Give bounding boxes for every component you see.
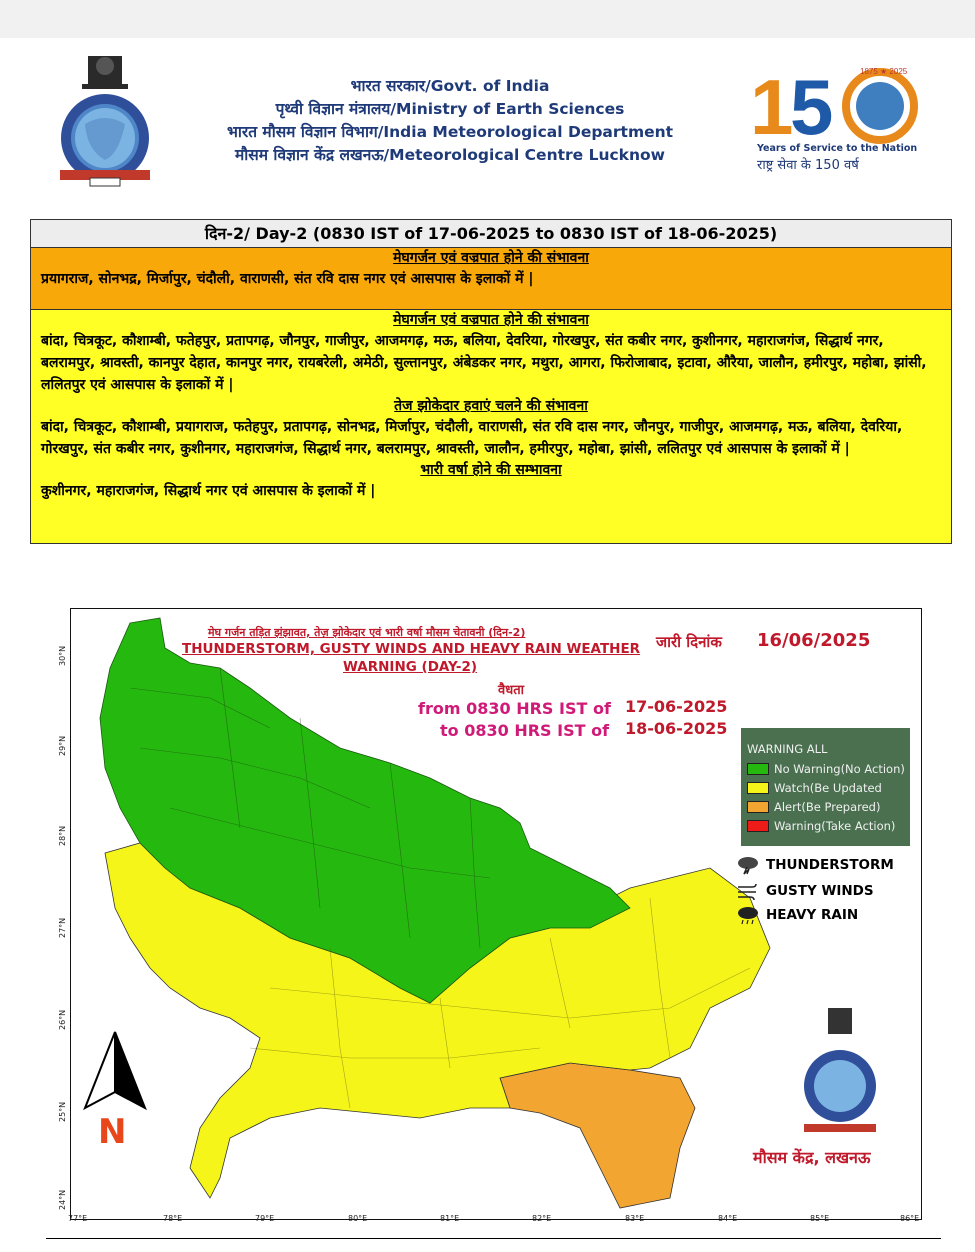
validity-label: वैधता bbox=[498, 683, 525, 698]
to-label: to 0830 HRS IST of bbox=[440, 721, 610, 740]
orange-section-body: प्रयागराज, सोनभद्र, मिर्जापुर, चंदौली, वाराणसी, संत रवि दास नगर एवं आसपास के इलाकों में | bbox=[41, 271, 534, 287]
issued-date: 16/06/2025 bbox=[757, 630, 871, 651]
legend-label: Watch(Be Updated bbox=[774, 781, 882, 795]
header-titles bbox=[170, 75, 730, 167]
legend-swatch-orange bbox=[747, 801, 769, 813]
thunderstorm-icon bbox=[734, 855, 762, 875]
divider bbox=[46, 1238, 941, 1239]
lon-label: 81°E bbox=[440, 1214, 460, 1223]
header-line-1: भारत सरकार/Govt. of India bbox=[350, 77, 550, 95]
to-date: 18-06-2025 bbox=[625, 719, 728, 738]
imd-small-emblem-icon bbox=[800, 1006, 880, 1146]
thunder-section-body: बांदा, चित्रकूट, कौशाम्बी, फतेहपुर, प्रतापगढ़, जौनपुर, गाजीपुर, आजमगढ़, मऊ, बलिया, देवरिया, गोरखपुर, संत कबीर नगर, कुशीनगर, महाराजगंज, सिद्धार्थ नगर, बलरामपुर, श्रावस्ती, कानपुर देहात, कानपुर नगर, रायबरेली, अमेठी, सुल्तानपुर, अंबेडकर नगर, मथुरा, आगरा, फिरोजाबाद, इटावा, औरैया, जालौन, हमीरपुर, महोबा, झांसी, ललितपुर एवं आसपास के इलाकों में | bbox=[41, 333, 927, 393]
orange-alert-row bbox=[31, 248, 951, 310]
header-line-3: भारत मौसम विज्ञान विभाग/India Meteorological Department bbox=[226, 123, 674, 141]
header-line-4: मौसम विज्ञान केंद्र लखनऊ/Meteorological Centre Lucknow bbox=[235, 146, 665, 164]
legend-label: Warning(Take Action) bbox=[774, 819, 896, 833]
map-title-en-2: WARNING (DAY-2) bbox=[343, 659, 478, 675]
from-label: from 0830 HRS IST of bbox=[418, 699, 611, 718]
imd-emblem-icon bbox=[52, 54, 158, 188]
lon-label: 78°E bbox=[163, 1214, 183, 1223]
lat-label: 29°N bbox=[58, 735, 67, 756]
logo-caption-en: Years of Service to the Nation bbox=[757, 143, 918, 154]
lon-label: 80°E bbox=[348, 1214, 368, 1223]
symbol-label: GUSTY WINDS bbox=[766, 883, 874, 899]
lon-label: 85°E bbox=[810, 1214, 830, 1223]
legend-swatch-green bbox=[747, 763, 769, 775]
centre-label: मौसम केंद्र, लखनऊ bbox=[753, 1148, 871, 1167]
lat-label: 24°N bbox=[58, 1189, 67, 1210]
warning-legend bbox=[741, 728, 910, 846]
map-title-en-1: THUNDERSTORM, GUSTY WINDS AND HEAVY RAIN WEATHER bbox=[182, 641, 641, 657]
lon-label: 84°E bbox=[718, 1214, 738, 1223]
svg-text:5: 5 bbox=[790, 63, 834, 151]
legend-title: WARNING ALL bbox=[747, 742, 828, 756]
legend-label: No Warning(No Action) bbox=[774, 762, 905, 776]
lat-label: 28°N bbox=[58, 825, 67, 846]
symbol-label: THUNDERSTORM bbox=[766, 857, 894, 873]
lon-label: 86°E bbox=[900, 1214, 920, 1223]
heavy-rain-icon bbox=[734, 905, 762, 925]
svg-text:1: 1 bbox=[750, 63, 794, 151]
rain-section-title: भारी वर्षा होने की सम्भावना bbox=[420, 462, 562, 478]
from-date: 17-06-2025 bbox=[625, 697, 728, 716]
rain-section-body: कुशीनगर, महाराजगंज, सिद्धार्थ नगर एवं आसपास के इलाकों में | bbox=[41, 483, 376, 499]
lat-label: 26°N bbox=[58, 1009, 67, 1030]
lon-label: 82°E bbox=[532, 1214, 552, 1223]
lon-label: 77°E bbox=[68, 1214, 88, 1223]
table-heading: दिन-2/ Day-2 (0830 IST of 17-06-2025 to 0830 IST of 18-06-2025) bbox=[31, 220, 951, 248]
lat-label: 27°N bbox=[58, 917, 67, 938]
lon-label: 83°E bbox=[625, 1214, 645, 1223]
legend-swatch-red bbox=[747, 820, 769, 832]
legend-swatch-yellow bbox=[747, 782, 769, 794]
lon-label: 79°E bbox=[255, 1214, 275, 1223]
header-line-2: पृथ्वी विज्ञान मंत्रालय/Ministry of Earth Sciences bbox=[275, 100, 625, 118]
map-title-hindi: मेघ गर्जन तड़ित झंझावत, तेज़ झोकेदार एवं भारी वर्षा मौसम चेतावनी (दिन-2) bbox=[208, 626, 526, 639]
lat-label: 25°N bbox=[58, 1101, 67, 1122]
issued-label: जारी दिनांक bbox=[656, 633, 722, 651]
symbol-label: HEAVY RAIN bbox=[766, 907, 859, 923]
warning-table bbox=[30, 219, 952, 544]
orange-section-title: मेघगर्जन एवं वज्रपात होने की संभावना bbox=[393, 250, 589, 266]
north-label: N bbox=[98, 1112, 127, 1152]
yellow-watch-row bbox=[31, 310, 951, 543]
legend-label: Alert(Be Prepared) bbox=[774, 800, 881, 814]
winds-section-body: बांदा, चित्रकूट, कौशाम्बी, प्रयागराज, फतेहपुर, प्रतापगढ़, सोनभद्र, मिर्जापुर, चंदौली, वाराणसी, संत रवि दास नगर, जौनपुर, गाजीपुर, आजमगढ़, मऊ, बलिया, देवरिया, गोरखपुर, संत कबीर नगर, कुशीनगर, महाराजगंज, सिद्धार्थ नगर, बलरामपुर, श्रावस्ती, जालौन, हमीरपुर, महोबा, झांसी, ललितपुर एवं आसपास के इलाकों में | bbox=[41, 419, 903, 457]
top-bar bbox=[0, 0, 975, 38]
logo-years: 1875 ★ 2025 bbox=[860, 67, 908, 76]
logo-caption-hi: राष्ट्र सेवा के 150 वर्ष bbox=[757, 158, 859, 173]
winds-section-title: तेज झोकेदार हवाएं चलने की संभावना bbox=[394, 398, 588, 414]
gusty-winds-icon bbox=[734, 881, 762, 901]
lat-label: 30°N bbox=[58, 645, 67, 666]
thunder-section-title: मेघगर्जन एवं वज्रपात होने की संभावना bbox=[393, 312, 589, 328]
